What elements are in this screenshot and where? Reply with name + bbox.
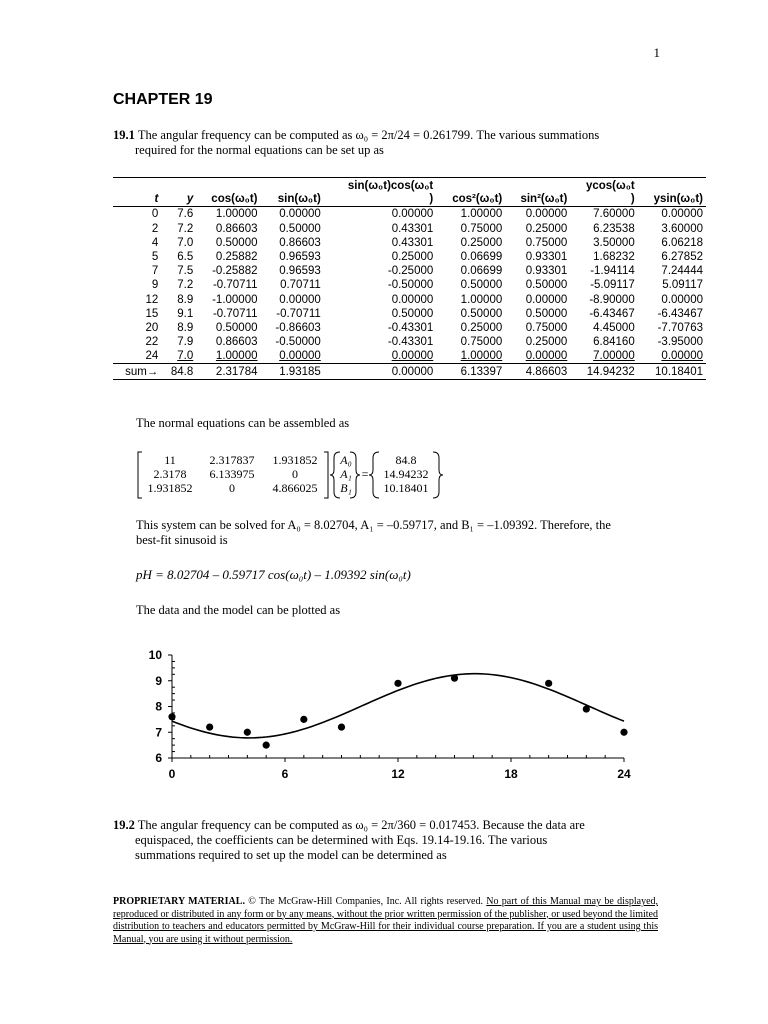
table-cell-value: 0.00000 (391, 350, 434, 363)
matrix-cell: 6.133975 (209, 467, 255, 481)
table-cell: 0 (151, 208, 159, 221)
table-cell: 7.24444 (661, 265, 703, 278)
table-cell: 0.00000 (661, 293, 703, 306)
x-tick-label: 18 (504, 767, 518, 781)
solution-line: best-fit sinusoid is (136, 533, 228, 547)
problem-line: The angular frequency can be computed as ω₀ = 2π/360 = 0.017453. Because the data are (137, 818, 585, 832)
table-cell: 9.1 (177, 307, 194, 320)
y-tick-label: 9 (155, 673, 162, 688)
sum-cell: 2.31784 (196, 364, 260, 379)
table-cell: -3.95000 (657, 336, 703, 349)
table-cell: 6.23538 (593, 222, 635, 235)
y-tick-label: 10 (148, 648, 162, 662)
table-cell (570, 349, 637, 364)
sum-row (113, 364, 706, 379)
table-cell: 1.68232 (593, 251, 635, 264)
plot-label: The data and the model can be plotted as (136, 603, 341, 617)
header-cell (196, 178, 260, 193)
matrix-cell: 4.866025 (272, 481, 318, 495)
y-tick-label: 6 (155, 751, 162, 765)
table-cell-value: 0.00000 (279, 350, 321, 363)
sum-cell: 0.00000 (324, 364, 436, 379)
matrix-cell: 11 (164, 453, 176, 467)
data-point (394, 680, 401, 687)
header-cell: sin(ω₀t)cos(ω₀t (324, 178, 436, 193)
unknown: A₀ (340, 453, 352, 467)
table-cell-value: 0.00000 (661, 350, 703, 363)
table-cell: 7.6 (177, 208, 194, 221)
sum-cell: 10.18401 (638, 364, 706, 379)
sum-cell: sum→ (113, 364, 161, 379)
table-cell: 0.50000 (460, 279, 503, 292)
header-cell: ycos(ω₀t (570, 178, 637, 193)
table-row (113, 222, 706, 236)
table-cell: 12 (145, 293, 159, 306)
x-tick-label: 6 (281, 767, 289, 781)
header-cell: ) (570, 192, 637, 207)
table-cell-value: 7.00000 (593, 350, 635, 363)
table-cell: 0.00000 (279, 208, 321, 221)
solution-text (136, 518, 676, 548)
header-cell: t (113, 192, 161, 207)
sum-cell: 4.86603 (505, 364, 570, 379)
header-cell: y (161, 192, 196, 207)
table-cell: -0.70711 (212, 307, 258, 320)
table-cell: 0.86603 (215, 336, 258, 349)
table-cell: 24 (145, 350, 159, 363)
table-cell: 0.96593 (279, 265, 321, 278)
header-cell: cos²(ω₀t) (436, 192, 505, 207)
table-row (113, 321, 706, 335)
table-cell: 0.86603 (279, 236, 321, 249)
matrix-cell: 1.931852 (272, 453, 318, 467)
problem-number: 19.2 (113, 818, 135, 832)
table-cell: 0.75000 (460, 336, 503, 349)
problem-line: The angular frequency can be computed as ω₀ = 2π/24 = 0.261799. The various summations (137, 128, 600, 142)
table-cell: -0.25882 (212, 265, 258, 278)
table-row (113, 207, 706, 222)
table-cell: -7.70763 (657, 321, 703, 334)
table-cell: 2 (151, 222, 159, 235)
table-cell: 0.93301 (525, 251, 568, 264)
table-cell: -0.86603 (275, 321, 321, 334)
table-cell: -5.09117 (590, 279, 635, 292)
table-cell: 7.2 (177, 222, 194, 235)
y-tick-label: 7 (155, 725, 162, 740)
table-cell: 0.25000 (460, 236, 503, 249)
table-cell: 0.25000 (525, 222, 568, 235)
table-cell: -6.43467 (657, 307, 703, 320)
footer-plain: © The McGraw-Hill Companies, Inc. All rights reserved. (244, 896, 487, 907)
x-tick-label: 0 (168, 767, 176, 781)
table-cell: 6.84160 (593, 336, 635, 349)
rhs-value: 10.18401 (383, 481, 429, 495)
x-tick-label: 24 (617, 767, 631, 781)
table-cell-value: 1.00000 (460, 350, 503, 363)
table-row (113, 349, 706, 364)
table-cell: 0.75000 (460, 222, 503, 235)
table-row (113, 335, 706, 349)
sum-cell: 84.8 (161, 364, 196, 379)
table-cell: 7.9 (177, 336, 194, 349)
data-point (451, 675, 458, 682)
table-cell: 0.25000 (525, 336, 568, 349)
data-point (583, 705, 590, 712)
table-cell: -0.50000 (275, 336, 321, 349)
table-cell: 3.50000 (593, 236, 635, 249)
table-cell: 0.50000 (215, 236, 258, 249)
table-cell: 0.43301 (391, 236, 434, 249)
table-cell: 0.93301 (525, 265, 568, 278)
problem-line: equispaced, the coefficients can be determined with Eqs. 19.14-19.16. The various (135, 833, 548, 847)
header-cell: sin(ω₀t) (261, 192, 324, 207)
table-cell (161, 349, 196, 364)
problem-number: 19.1 (113, 128, 135, 142)
coefficient-matrix (142, 453, 324, 495)
table-cell: 0.86603 (215, 222, 258, 235)
table-cell: 0.06699 (460, 265, 503, 278)
sum-cell: 1.93185 (261, 364, 324, 379)
table-cell: 6.5 (177, 251, 194, 264)
table-cell: 3.60000 (661, 222, 703, 235)
table-cell: 9 (151, 279, 159, 292)
data-model-chart (140, 640, 640, 790)
header-cell: ) (324, 192, 436, 207)
table-cell: 20 (145, 321, 159, 334)
data-point (263, 742, 270, 749)
matrix-cell: 2.317837 (209, 453, 255, 467)
table-cell: 0.96593 (279, 251, 321, 264)
table-cell: -0.43301 (387, 336, 434, 349)
best-fit-equation: pH = 8.02704 – 0.59717 cos(ω₀t) – 1.09392 sin(ω₀t) (136, 567, 411, 582)
table-row (113, 250, 706, 264)
table-cell: -0.70711 (212, 279, 258, 292)
header-cell (638, 178, 706, 193)
unknowns-vector (336, 453, 356, 495)
table-row (113, 307, 706, 321)
header-cell (436, 178, 505, 193)
data-point (338, 724, 345, 731)
table-cell: -1.94114 (590, 265, 635, 278)
table-cell (196, 349, 260, 364)
table-cell: 0.50000 (215, 321, 258, 334)
table-cell: 6.27852 (661, 251, 703, 264)
data-point (168, 713, 175, 720)
table-cell-value: 7.0 (177, 350, 194, 363)
data-point (620, 729, 627, 736)
problem-19-1-text (113, 128, 673, 158)
header-cell: sin²(ω₀t) (505, 192, 570, 207)
table-cell (505, 349, 570, 364)
table-cell: 0.50000 (525, 279, 568, 292)
sum-cell: 6.13397 (436, 364, 505, 379)
table-cell: 1.00000 (460, 208, 503, 221)
header-cell: ysin(ω₀t) (638, 192, 706, 207)
table-cell: 0.25000 (460, 321, 503, 334)
table-cell: 7.2 (177, 279, 194, 292)
matrix-cell: 1.931852 (147, 481, 193, 495)
table-cell: 1.00000 (215, 208, 258, 221)
table-cell: 7.0 (177, 236, 194, 249)
table-cell: 7.5 (177, 265, 194, 278)
chapter-title: CHAPTER 19 (113, 91, 213, 108)
header-cell (505, 178, 570, 193)
footer-notice: No part of this Manual may be displayed, reproduced or distributed in any form or by any means, without the prior written permission of the publisher, or used beyond the limited distribution to teachers and educators permitted by McGraw-Hill for their individual course preparation. If you are a student using this Manual, you are using it without permission. (113, 896, 659, 945)
problem-line: summations required to set up the model can be determined as (135, 848, 447, 862)
table-cell: 0.50000 (279, 222, 321, 235)
table-cell: 0.75000 (525, 321, 568, 334)
table-cell: 4.45000 (593, 321, 635, 334)
solution-line: This system can be solved for A₀ = 8.02704, A₁ = –0.59717, and B₁ = –1.09392. Therefore, the (136, 518, 611, 532)
table-cell: 0.00000 (525, 208, 568, 221)
table-cell: 0.00000 (391, 293, 434, 306)
table-cell: 0.50000 (391, 307, 434, 320)
table-cell: 5 (151, 251, 159, 264)
table-cell: -1.00000 (212, 293, 258, 306)
table-cell-value: 0.00000 (525, 350, 568, 363)
matrix-cell: 2.3178 (153, 467, 187, 481)
table-cell: 0.00000 (661, 208, 703, 221)
data-point (206, 724, 213, 731)
summation-table (113, 177, 706, 380)
table-cell: 0.50000 (525, 307, 568, 320)
copyright-footer (113, 896, 658, 946)
table-cell: -8.90000 (589, 293, 635, 306)
table-cell: -0.25000 (387, 265, 434, 278)
table-row (113, 293, 706, 307)
table-cell: 0.25882 (215, 251, 258, 264)
table-cell: 0.70711 (280, 279, 321, 292)
table-cell: 6.06218 (661, 236, 703, 249)
table-row (113, 236, 706, 250)
table-cell-value: 1.00000 (215, 350, 258, 363)
table-cell (324, 349, 436, 364)
table-cell: -0.50000 (387, 279, 434, 292)
problem-19-2-text (113, 818, 673, 863)
table-cell: 0.00000 (525, 293, 568, 306)
table-cell (436, 349, 505, 364)
table-row (113, 278, 706, 292)
table-cell: 7 (151, 265, 159, 278)
rhs-vector (376, 453, 436, 495)
table-row (113, 264, 706, 278)
table-cell: 4 (151, 236, 159, 249)
matrix-cell: 0 (292, 467, 298, 481)
table-cell: 15 (145, 307, 159, 320)
x-tick-label: 12 (391, 767, 405, 781)
header-cell (113, 178, 161, 193)
data-point (300, 716, 307, 723)
table-cell (261, 349, 324, 364)
table-cell: -0.43301 (387, 321, 434, 334)
y-tick-label: 8 (155, 699, 162, 714)
equals-sign: = (361, 467, 369, 481)
matrix-cell: 0 (229, 481, 235, 495)
header-cell (261, 178, 324, 193)
unknown: A₁ (340, 467, 352, 481)
normal-equations-label: The normal equations can be assembled as (136, 416, 350, 430)
table-cell: 0.50000 (460, 307, 503, 320)
page-number: 1 (653, 45, 660, 60)
rhs-value: 84.8 (395, 453, 417, 467)
table-cell: 0.75000 (525, 236, 568, 249)
table-cell: -6.43467 (589, 307, 635, 320)
table-cell: 5.09117 (662, 279, 703, 292)
unknown: B₁ (340, 481, 352, 495)
table-cell: -0.70711 (276, 307, 321, 320)
table-cell: 22 (145, 336, 159, 349)
problem-line: required for the normal equations can be set up as (135, 143, 384, 157)
table-cell: 8.9 (177, 293, 194, 306)
table-cell: 0.43301 (391, 222, 434, 235)
table-cell: 0.06699 (460, 251, 503, 264)
header-cell (161, 178, 196, 193)
table-cell (638, 349, 706, 364)
data-point (545, 680, 552, 687)
table-cell: 8.9 (177, 321, 194, 334)
header-cell: cos(ω₀t) (196, 192, 260, 207)
table-cell: 1.00000 (460, 293, 503, 306)
data-point (244, 729, 251, 736)
table-cell: 0.00000 (391, 208, 434, 221)
table-cell: 0.25000 (391, 251, 434, 264)
rhs-value: 14.94232 (383, 467, 429, 481)
footer-bold: PROPRIETARY MATERIAL. (113, 896, 245, 907)
table-cell: 7.60000 (593, 208, 635, 221)
sum-cell: 14.94232 (570, 364, 637, 379)
table-cell: 0.00000 (279, 293, 321, 306)
